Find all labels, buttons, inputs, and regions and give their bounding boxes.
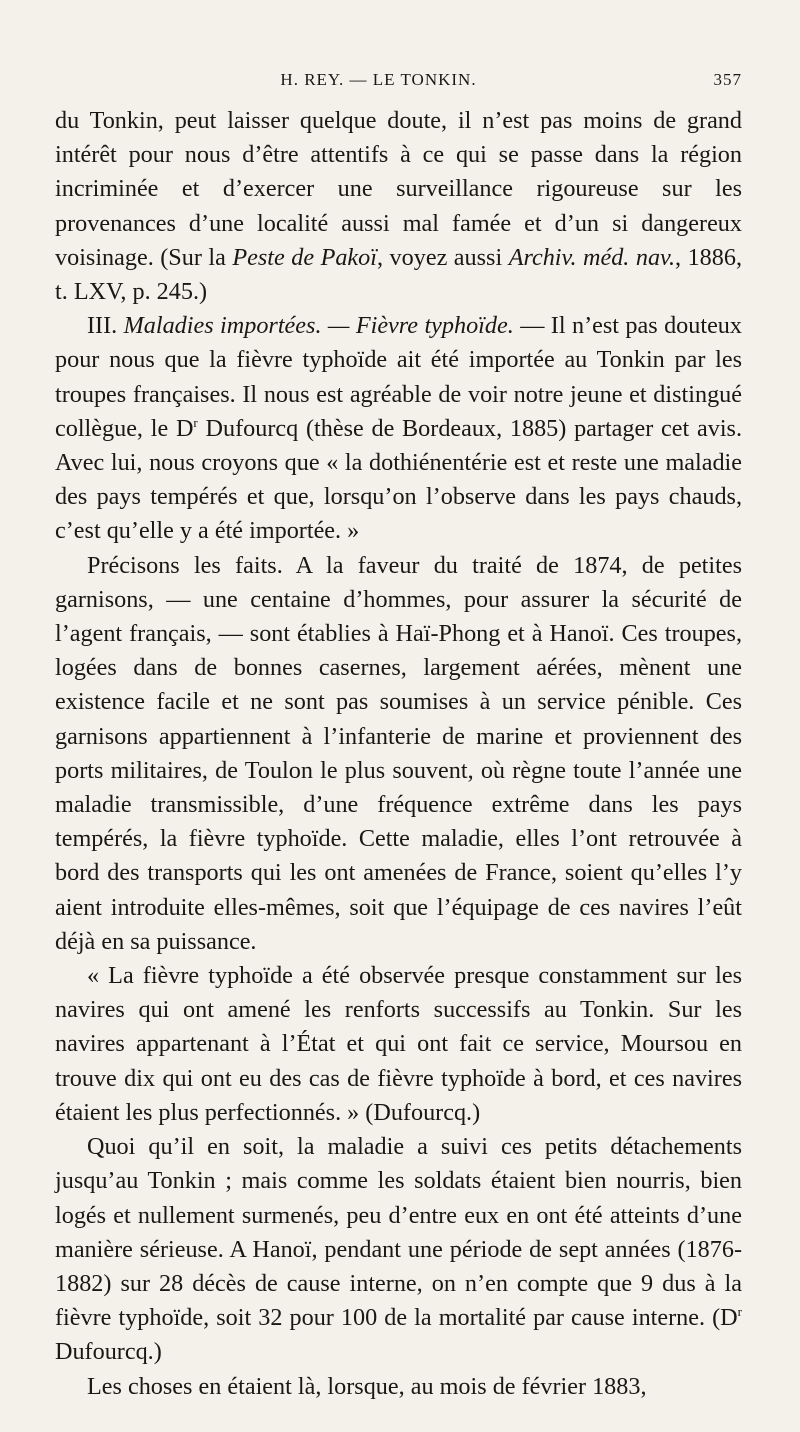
page-header — [55, 70, 742, 104]
paragraph-1-text-a: du Tonkin, peut laisser quelque doute, il n’est pas moins de grand intérêt pour nous d’être attentifs à ce qui se passe dans la région incriminée et d’exercer une surveillance rigoureuse sur les provenances d’une localité aussi mal famée et d’un si dangereux voisinage. (Sur la — [55, 107, 742, 271]
paragraph-1-text-c: , 1886, t. LXV, p. 245.) — [55, 243, 742, 306]
paragraph-2-text-b: Dufourcq (thèse de Bordeaux, 1885) partager cet avis. Avec lui, nous croyons que « la dothiénentérie est et reste une maladie des pays tempérés et que, lorsqu’on l’observe dans les pays chauds, c’est qu’elle y a été importée. » — [55, 414, 743, 545]
paragraph-2 — [55, 309, 742, 548]
paragraph-5-text-b: Dufourcq.) — [55, 1338, 162, 1366]
page-body — [55, 104, 742, 1404]
doctor-superscript: r — [193, 414, 198, 430]
section-number: III. — [87, 312, 124, 340]
paragraph-1-text-b: , voyez aussi — [377, 243, 509, 271]
doctor-superscript: r — [737, 1304, 742, 1320]
paragraph-5-text-a: Quoi qu’il en soit, la maladie a suivi ces petits détachements jusqu’au Tonkin ; mais comme les soldats étaient bien nourris, bien logés et nullement surmenés, peu d’entre eux en ont été atteints d’une manière sérieuse. A Hanoï, pendant une période de sept années (1876-1882) sur 28 décès de cause interne, on n’en compte que 9 dus à la fièvre typhoïde, soit 32 pour 100 de la mortalité par cause interne. (D — [55, 1133, 742, 1332]
paragraph-4: « La fièvre typhoïde a été observée presque constamment sur les navires qui ont amené les renforts successifs au Tonkin. Sur les navires appartenant à l’État et qui ont fait ce service, Moursou en trouve dix qui ont eu des cas de fièvre typhoïde à bord, et ces navires étaient les plus perfectionnés. » (Dufourcq.) — [55, 962, 742, 1126]
section-title: Maladies importées. — Fièvre typhoïde. — [123, 312, 514, 340]
paragraph-6: Les choses en étaient là, lorsque, au mois de février 1883, — [87, 1372, 647, 1400]
page-number: 357 — [713, 70, 742, 89]
running-head: H. REY. — LE TONKIN. — [280, 70, 477, 89]
paragraph-3: Précisons les faits. A la faveur du traité de 1874, de petites garnisons, — une centaine d’hommes, pour assurer la sécurité de l’agent français, — sont établies à Haï-Phong et à Hanoï. Ces troupes, logées dans de bonnes casernes, largement aérées, mènent une existence facile et ne sont pas soumises à un service pénible. Ces garnisons appartiennent à l’infanterie de marine et proviennent des ports militaires, de Toulon le plus souvent, où règne toute l’année une maladie transmissible, d’une fréquence extrême dans les pays tempérés, la fièvre typhoïde. Cette maladie, elles l’ont retrouvée à bord des transports qui les ont amenées de France, soient qu’elles l’y aient introduite elles-mêmes, soit que l’équipage de ces navires l’eût déjà en sa puissance. — [55, 551, 742, 955]
paragraph-2-text-a: — Il n’est pas douteux pour nous que la fièvre typhoïde ait été importée au Tonkin par les troupes françaises. Il nous est agréable de voir notre jeune et distingué collègue, le D — [55, 312, 742, 442]
paragraph-1-italic-a: Peste de Pakoï — [232, 243, 377, 271]
paragraph-5 — [55, 1130, 742, 1369]
paragraph-1 — [55, 104, 742, 309]
paragraph-1-italic-b: Archiv. méd. nav. — [508, 243, 676, 271]
